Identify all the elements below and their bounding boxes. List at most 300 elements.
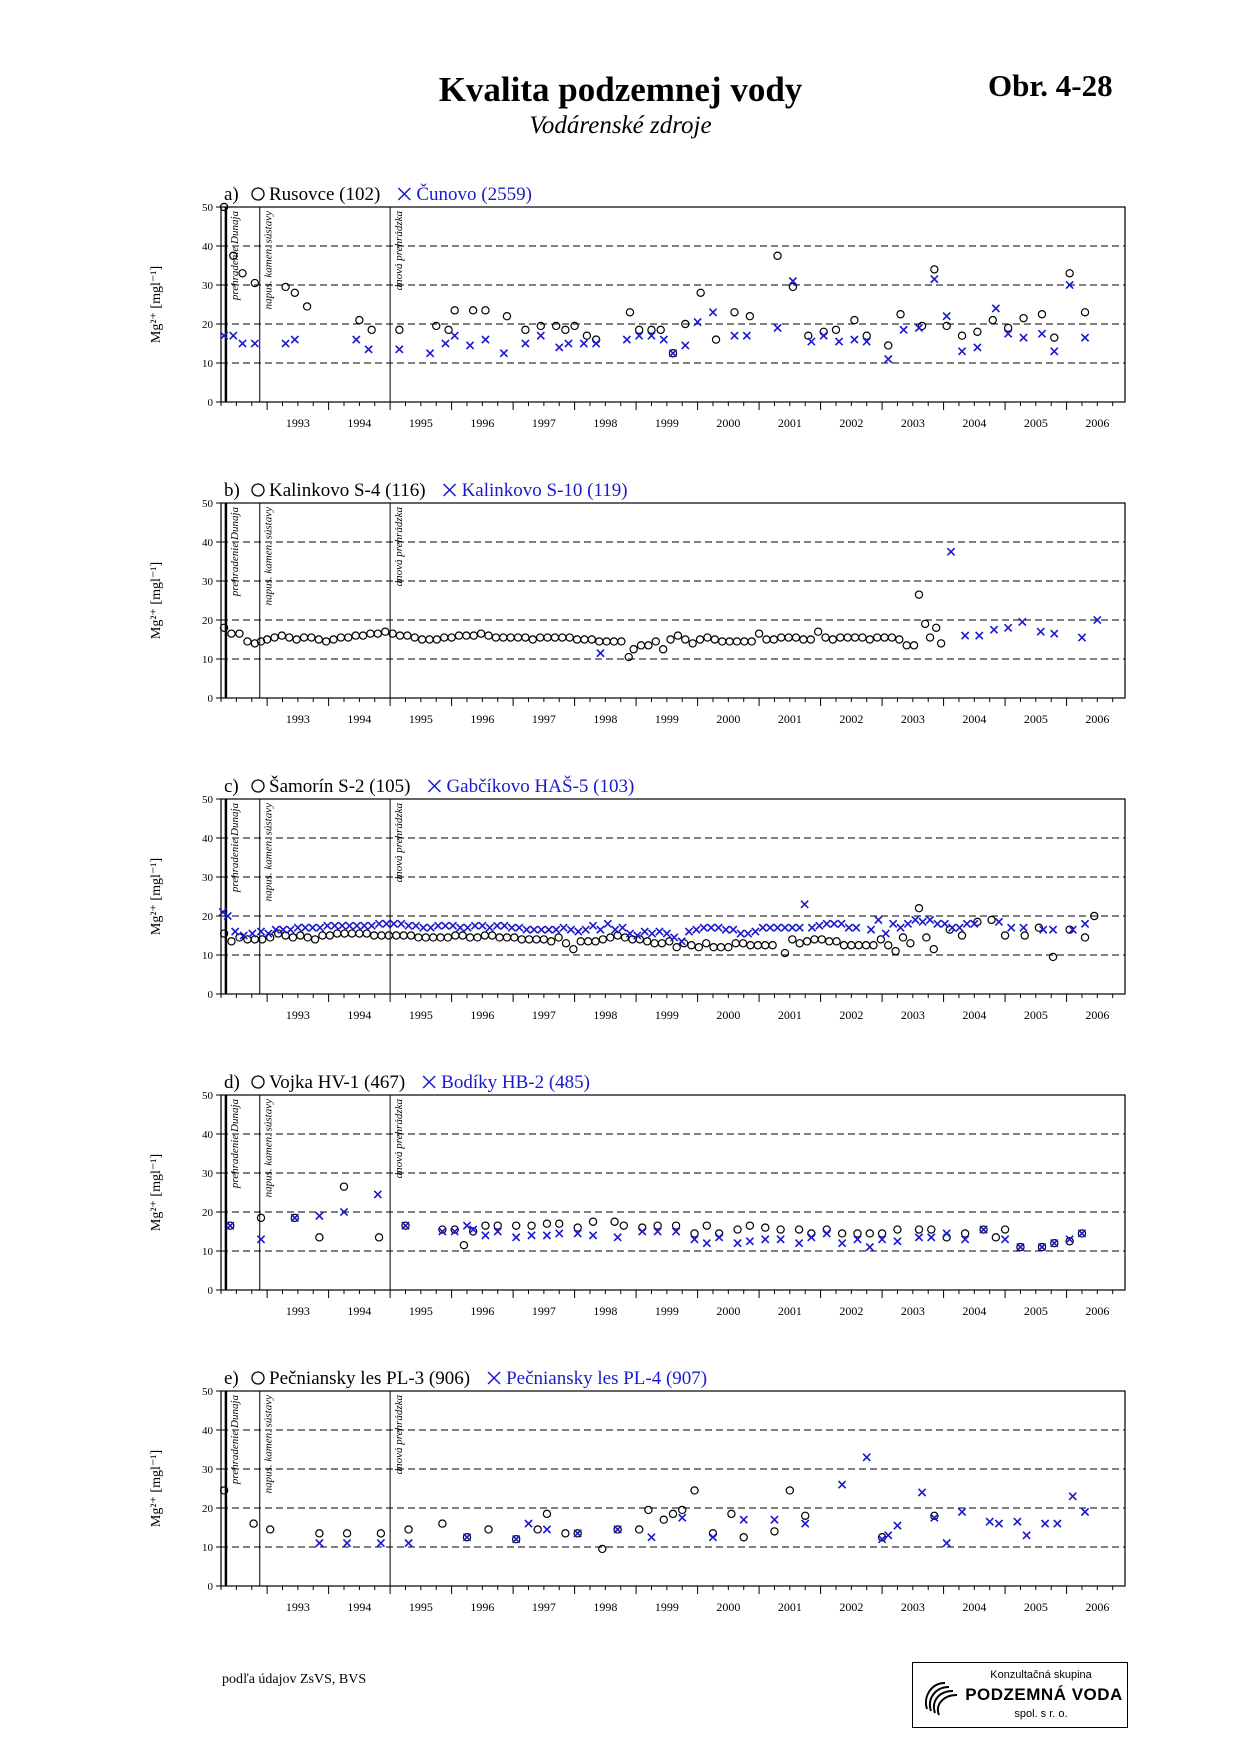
data-point-cross — [405, 922, 412, 929]
data-point-cross — [486, 924, 493, 931]
x-tick-label: 1995 — [408, 1600, 433, 1614]
data-point-circle — [367, 630, 374, 637]
data-point-circle — [651, 940, 658, 947]
data-point-circle — [592, 938, 599, 945]
data-point-circle — [278, 632, 285, 639]
data-point-circle — [439, 1520, 446, 1527]
x-tick-label: 1998 — [593, 1304, 618, 1318]
data-point-circle — [771, 1528, 778, 1535]
legend-circle-marker — [252, 188, 264, 200]
data-point-cross — [239, 340, 246, 347]
y-tick-label: 50 — [202, 1386, 213, 1398]
data-source-note: podľa údajov ZsVS, BVS — [222, 1672, 367, 1687]
y-tick-label: 50 — [202, 498, 213, 510]
data-point-circle — [866, 636, 873, 643]
event-label: prehradenie Dunaja — [228, 1395, 241, 1485]
data-point-circle — [1001, 932, 1008, 939]
data-point-cross — [1020, 334, 1027, 341]
legend-series-2-label: Pečniansky les PL-4 (907) — [506, 1368, 708, 1389]
y-tick-label: 40 — [202, 537, 213, 549]
data-point-cross — [709, 1534, 716, 1541]
event-label: napus. kamen. sústavy — [262, 211, 275, 310]
event-label: prehradenie Dunaja — [228, 211, 241, 301]
x-tick-label: 1999 — [654, 712, 679, 726]
data-point-cross — [565, 340, 572, 347]
data-point-cross — [1049, 926, 1056, 933]
data-point-cross — [943, 1230, 950, 1237]
y-axis-label: Mg²⁺ [mgl⁻¹] — [149, 561, 164, 640]
data-point-circle — [844, 634, 851, 641]
y-tick-label: 40 — [202, 1425, 213, 1437]
data-point-circle — [566, 634, 573, 641]
data-point-circle — [958, 332, 965, 339]
data-point-circle — [316, 1530, 323, 1537]
data-point-circle — [289, 934, 296, 941]
data-point-cross — [575, 928, 582, 935]
logo-mark-icon — [921, 1677, 961, 1717]
legend-cross-marker — [428, 780, 440, 792]
data-point-circle — [637, 642, 644, 649]
data-point-circle — [725, 944, 732, 951]
data-point-circle — [741, 638, 748, 645]
x-tick-label: 1993 — [285, 712, 310, 726]
data-point-cross — [375, 920, 382, 927]
data-point-circle — [518, 936, 525, 943]
data-point-circle — [792, 634, 799, 641]
data-point-cross — [1038, 1244, 1045, 1251]
data-point-cross — [915, 1234, 922, 1241]
data-point-cross — [943, 313, 950, 320]
data-point-circle — [710, 944, 717, 951]
y-tick-label: 50 — [202, 1090, 213, 1102]
data-point-cross — [759, 924, 766, 931]
legend-circle-marker — [252, 1076, 264, 1088]
data-point-circle — [958, 932, 965, 939]
data-point-circle — [704, 634, 711, 641]
data-point-cross — [904, 920, 911, 927]
data-point-circle — [433, 636, 440, 643]
data-point-cross — [282, 340, 289, 347]
data-point-circle — [855, 942, 862, 949]
data-point-circle — [492, 634, 499, 641]
x-tick-label: 1996 — [470, 712, 495, 726]
data-point-circle — [815, 628, 822, 635]
data-point-circle — [1081, 309, 1088, 316]
data-point-cross — [866, 1244, 873, 1251]
data-point-circle — [930, 946, 937, 953]
data-point-circle — [620, 1222, 627, 1229]
x-tick-label: 2001 — [777, 712, 802, 726]
data-point-cross — [831, 920, 838, 927]
chart-panel-e — [149, 1368, 1125, 1614]
data-point-cross — [339, 922, 346, 929]
data-point-circle — [922, 620, 929, 627]
data-point-circle — [400, 932, 407, 939]
data-point-circle — [1020, 315, 1027, 322]
x-tick-label: 2005 — [1023, 712, 1048, 726]
data-point-cross — [708, 924, 715, 931]
data-point-cross — [343, 1540, 350, 1547]
data-point-circle — [926, 634, 933, 641]
data-point-cross — [980, 1226, 987, 1233]
event-label: napus. kamen. sústavy — [262, 1099, 275, 1198]
data-point-cross — [802, 1520, 809, 1527]
y-tick-label: 0 — [207, 1285, 213, 1297]
x-tick-label: 2000 — [716, 416, 741, 430]
data-point-cross — [716, 1234, 723, 1241]
data-point-cross — [294, 924, 301, 931]
data-point-circle — [716, 1230, 723, 1237]
data-point-circle — [728, 1510, 735, 1517]
data-point-circle — [485, 632, 492, 639]
y-tick-label: 50 — [202, 202, 213, 214]
data-point-cross — [823, 1230, 830, 1237]
data-point-circle — [374, 630, 381, 637]
data-point-circle — [345, 634, 352, 641]
x-tick-label: 2006 — [1085, 416, 1110, 430]
x-tick-label: 2003 — [900, 1304, 925, 1318]
y-tick-label: 0 — [207, 397, 213, 409]
x-tick-label: 1996 — [470, 416, 495, 430]
data-point-cross — [823, 920, 830, 927]
x-tick-label: 2000 — [716, 1008, 741, 1022]
data-point-cross — [466, 342, 473, 349]
data-point-circle — [915, 905, 922, 912]
data-point-cross — [508, 924, 515, 931]
plot-frame — [221, 1095, 1125, 1290]
data-point-circle — [599, 936, 606, 943]
data-point-cross — [427, 924, 434, 931]
x-tick-label: 2001 — [777, 1008, 802, 1022]
data-point-circle — [452, 932, 459, 939]
data-point-cross — [781, 924, 788, 931]
data-point-circle — [988, 916, 995, 923]
data-point-circle — [404, 632, 411, 639]
y-tick-label: 30 — [202, 1168, 213, 1180]
data-point-circle — [1081, 934, 1088, 941]
x-tick-label: 2002 — [839, 1304, 864, 1318]
x-tick-label: 1995 — [408, 416, 433, 430]
data-point-cross — [734, 1240, 741, 1247]
data-point-circle — [866, 1230, 873, 1237]
y-tick-label: 50 — [202, 794, 213, 806]
data-point-cross — [943, 1540, 950, 1547]
event-label: prehradenie Dunaja — [228, 803, 241, 893]
data-point-cross — [974, 344, 981, 351]
data-point-cross — [597, 926, 604, 933]
data-point-circle — [795, 1226, 802, 1233]
data-point-cross — [851, 336, 858, 343]
data-point-circle — [470, 307, 477, 314]
data-point-cross — [582, 926, 589, 933]
data-point-cross — [949, 924, 956, 931]
data-point-circle — [703, 940, 710, 947]
data-point-circle — [711, 636, 718, 643]
data-point-circle — [829, 636, 836, 643]
data-point-cross — [614, 1234, 621, 1241]
data-point-circle — [777, 1226, 784, 1233]
data-point-cross — [992, 305, 999, 312]
data-point-circle — [559, 634, 566, 641]
data-point-circle — [826, 938, 833, 945]
data-point-circle — [330, 636, 337, 643]
data-point-circle — [478, 630, 485, 637]
data-point-circle — [755, 630, 762, 637]
data-point-circle — [717, 944, 724, 951]
data-point-circle — [822, 634, 829, 641]
data-point-circle — [433, 322, 440, 329]
data-point-circle — [348, 930, 355, 937]
y-axis-label: Mg²⁺ [mgl⁻¹] — [149, 1153, 164, 1232]
data-point-cross — [538, 926, 545, 933]
data-point-circle — [733, 638, 740, 645]
data-point-circle — [818, 936, 825, 943]
x-tick-label: 2000 — [716, 712, 741, 726]
data-point-cross — [398, 920, 405, 927]
data-point-circle — [352, 632, 359, 639]
data-point-cross — [501, 922, 508, 929]
data-point-circle — [923, 934, 930, 941]
data-point-cross — [593, 340, 600, 347]
chart-panel-d — [149, 1072, 1125, 1318]
data-point-circle — [303, 303, 310, 310]
data-point-cross — [867, 926, 874, 933]
data-point-circle — [500, 634, 507, 641]
data-point-cross — [1078, 1230, 1085, 1237]
data-point-circle — [839, 1230, 846, 1237]
data-point-cross — [648, 930, 655, 937]
data-point-circle — [556, 1220, 563, 1227]
data-point-circle — [899, 934, 906, 941]
data-point-cross — [685, 928, 692, 935]
data-point-cross — [230, 332, 237, 339]
data-point-cross — [795, 1240, 802, 1247]
data-point-circle — [377, 1530, 384, 1537]
data-point-cross — [619, 924, 626, 931]
data-point-cross — [346, 922, 353, 929]
legend-series-2-label: Gabčíkovo HAŠ-5 (103) — [446, 776, 635, 797]
x-tick-label: 1999 — [654, 1304, 679, 1318]
data-point-cross — [365, 346, 372, 353]
x-tick-label: 2004 — [962, 1008, 987, 1022]
x-tick-label: 2003 — [900, 712, 925, 726]
data-point-circle — [482, 1222, 489, 1229]
data-point-cross — [1008, 924, 1015, 931]
data-point-circle — [340, 1183, 347, 1190]
data-point-circle — [762, 1224, 769, 1231]
data-point-cross — [543, 1526, 550, 1533]
data-point-circle — [851, 634, 858, 641]
data-point-circle — [503, 934, 510, 941]
data-point-cross — [882, 930, 889, 937]
data-point-circle — [652, 638, 659, 645]
data-point-cross — [838, 920, 845, 927]
data-point-cross — [464, 924, 471, 931]
data-point-circle — [645, 1506, 652, 1513]
data-point-cross — [656, 928, 663, 935]
data-point-cross — [1081, 920, 1088, 927]
data-point-circle — [599, 1545, 606, 1552]
data-point-cross — [589, 922, 596, 929]
data-point-circle — [537, 634, 544, 641]
data-point-circle — [513, 1222, 520, 1229]
legend-series-1-label: Pečniansky les PL-3 (906) — [269, 1368, 471, 1389]
legend-series-1-label: Šamorín S-2 (105) — [269, 776, 411, 797]
legend-cross-marker — [488, 1372, 500, 1384]
data-point-circle — [833, 938, 840, 945]
data-point-circle — [426, 636, 433, 643]
data-point-circle — [529, 636, 536, 643]
data-point-circle — [593, 336, 600, 343]
data-point-circle — [430, 934, 437, 941]
data-point-circle — [610, 638, 617, 645]
data-point-cross — [740, 1516, 747, 1523]
data-point-circle — [343, 1530, 350, 1537]
data-point-circle — [840, 942, 847, 949]
data-point-cross — [995, 918, 1002, 925]
data-point-circle — [747, 942, 754, 949]
data-point-circle — [938, 640, 945, 647]
panel-label: e) — [224, 1368, 239, 1389]
event-label: dnová prehrádzka — [393, 507, 406, 587]
x-tick-label: 1994 — [347, 416, 372, 430]
data-point-cross — [434, 922, 441, 929]
data-point-circle — [562, 1530, 569, 1537]
data-point-circle — [375, 1234, 382, 1241]
data-point-circle — [481, 932, 488, 939]
data-point-cross — [722, 926, 729, 933]
data-point-circle — [228, 630, 235, 637]
x-tick-label: 2006 — [1085, 712, 1110, 726]
x-tick-label: 2003 — [900, 416, 925, 430]
x-tick-label: 1994 — [347, 1600, 372, 1614]
data-point-circle — [570, 946, 577, 953]
data-point-cross — [374, 1191, 381, 1198]
data-point-cross — [1051, 1240, 1058, 1247]
data-point-circle — [731, 309, 738, 316]
data-point-cross — [251, 340, 258, 347]
data-point-circle — [236, 630, 243, 637]
data-point-cross — [737, 930, 744, 937]
legend-series-1-label: Vojka HV-1 (467) — [269, 1072, 406, 1093]
data-point-circle — [382, 628, 389, 635]
data-point-cross — [700, 924, 707, 931]
data-point-circle — [297, 932, 304, 939]
x-tick-label: 1999 — [654, 416, 679, 430]
data-point-cross — [678, 938, 685, 945]
y-tick-label: 10 — [202, 1542, 213, 1554]
data-point-cross — [709, 309, 716, 316]
data-point-cross — [463, 1222, 470, 1229]
x-tick-label: 2005 — [1023, 416, 1048, 430]
data-point-circle — [626, 309, 633, 316]
data-point-cross — [396, 346, 403, 353]
data-point-cross — [777, 1236, 784, 1243]
data-point-cross — [545, 926, 552, 933]
x-tick-label: 1997 — [531, 1304, 556, 1318]
data-point-cross — [449, 922, 456, 929]
event-label: dnová prehrádzka — [393, 1395, 406, 1475]
data-point-cross — [402, 1222, 409, 1229]
data-point-circle — [807, 636, 814, 643]
y-tick-label: 10 — [202, 1246, 213, 1258]
data-point-cross — [560, 924, 567, 931]
event-label: dnová prehrádzka — [393, 211, 406, 291]
data-point-cross — [525, 1520, 532, 1527]
data-point-circle — [859, 634, 866, 641]
x-tick-label: 1994 — [347, 1304, 372, 1318]
data-point-circle — [451, 307, 458, 314]
y-tick-label: 0 — [207, 1581, 213, 1593]
data-point-circle — [393, 932, 400, 939]
data-point-cross — [839, 1481, 846, 1488]
y-tick-label: 30 — [202, 872, 213, 884]
data-point-circle — [862, 942, 869, 949]
data-point-circle — [363, 930, 370, 937]
x-tick-label: 2002 — [839, 1600, 864, 1614]
y-tick-label: 20 — [202, 1207, 213, 1219]
data-point-cross — [412, 922, 419, 929]
data-point-cross — [580, 340, 587, 347]
data-point-cross — [1040, 926, 1047, 933]
x-tick-label: 2002 — [839, 1008, 864, 1022]
data-point-circle — [405, 1526, 412, 1533]
data-point-cross — [890, 920, 897, 927]
logo-main-text: PODZEMNÁ VODA — [965, 1685, 1123, 1704]
x-tick-label: 1995 — [408, 712, 433, 726]
data-point-cross — [885, 356, 892, 363]
data-point-cross — [1041, 1520, 1048, 1527]
data-point-circle — [551, 634, 558, 641]
data-point-cross — [232, 928, 239, 935]
data-point-cross — [353, 336, 360, 343]
data-point-circle — [514, 634, 521, 641]
data-point-cross — [976, 632, 983, 639]
event-label: dnová prehrádzka — [393, 803, 406, 883]
data-point-circle — [611, 1218, 618, 1225]
data-point-cross — [494, 922, 501, 929]
data-point-circle — [603, 638, 610, 645]
data-point-circle — [746, 1222, 753, 1229]
data-point-circle — [789, 936, 796, 943]
data-point-circle — [726, 638, 733, 645]
panel-label: c) — [224, 776, 239, 797]
data-point-circle — [762, 942, 769, 949]
data-point-circle — [308, 634, 315, 641]
data-point-cross — [641, 928, 648, 935]
x-tick-label: 1998 — [593, 1008, 618, 1022]
data-point-cross — [442, 922, 449, 929]
data-point-circle — [528, 1222, 535, 1229]
data-point-circle — [525, 936, 532, 943]
x-tick-label: 2003 — [900, 1600, 925, 1614]
legend-cross-marker — [423, 1076, 435, 1088]
data-point-circle — [811, 936, 818, 943]
data-point-circle — [660, 646, 667, 653]
data-point-circle — [562, 940, 569, 947]
data-point-circle — [746, 313, 753, 320]
x-tick-label: 2004 — [962, 712, 987, 726]
data-point-cross — [796, 924, 803, 931]
data-point-circle — [562, 326, 569, 333]
data-point-circle — [915, 1226, 922, 1233]
data-point-circle — [943, 1234, 950, 1241]
plot-frame — [221, 503, 1125, 698]
data-point-cross — [482, 336, 489, 343]
data-point-cross — [863, 1454, 870, 1461]
chart-panel-a — [149, 183, 1125, 430]
data-point-cross — [789, 924, 796, 931]
